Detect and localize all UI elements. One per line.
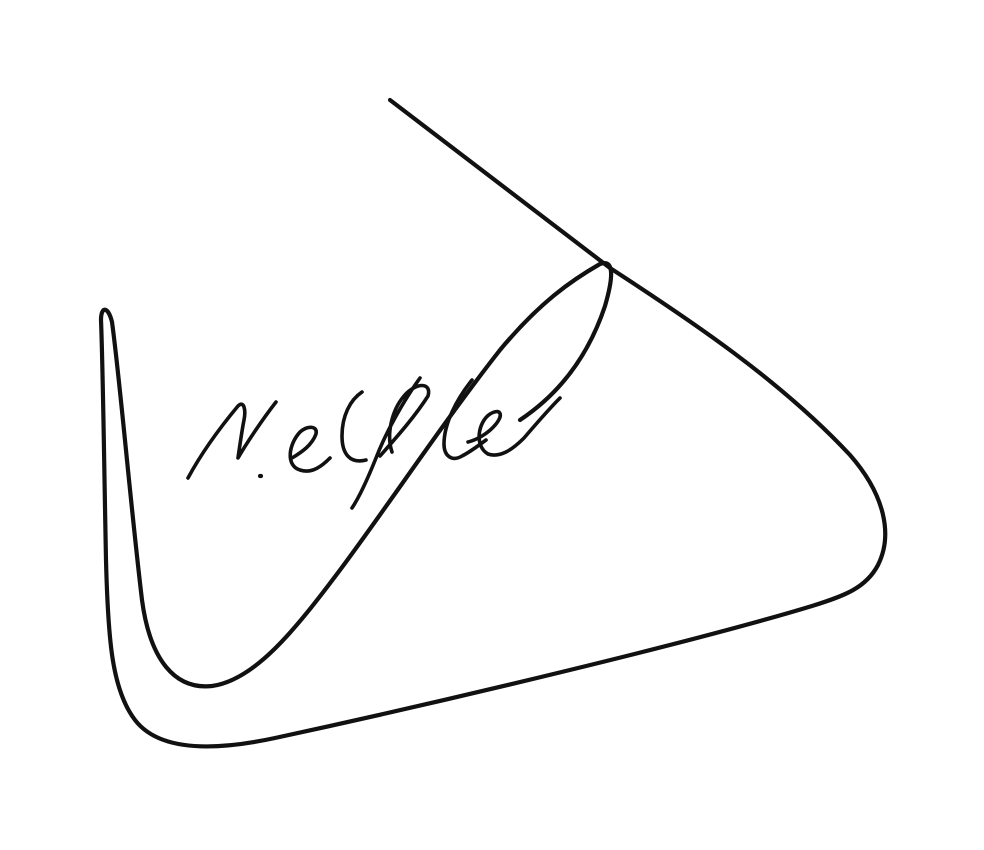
signature-letter-c	[342, 392, 366, 461]
signature-diagonal-line	[390, 100, 610, 268]
signature-triangle-loop	[101, 263, 885, 746]
signature-letter-e-tail	[468, 398, 560, 455]
signature-strokes	[101, 100, 885, 746]
signature-letter-n	[188, 402, 276, 478]
signature-letter-e	[290, 427, 330, 471]
signature-letter-p	[352, 378, 429, 508]
